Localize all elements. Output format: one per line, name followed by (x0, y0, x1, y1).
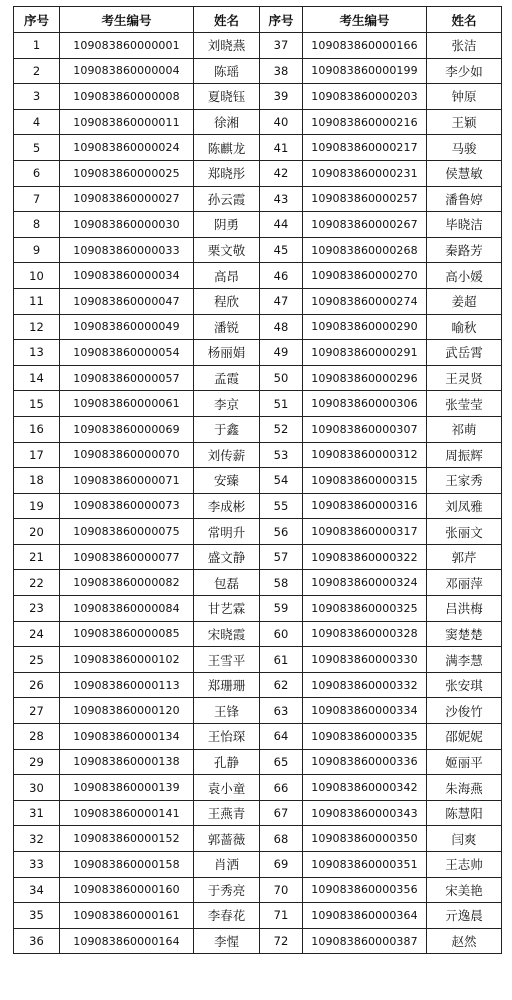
cell-exam-id-right: 109083860000290 (303, 314, 427, 340)
table-row (14, 749, 502, 775)
cell-exam-id-right: 109083860000350 (303, 826, 427, 852)
cell-name-right: 张莹莹 (427, 391, 502, 417)
cell-name-left: 刘传薪 (194, 442, 260, 468)
cell-name-left: 宋晓霞 (194, 621, 260, 647)
cell-seq-right: 60 (260, 621, 303, 647)
cell-exam-id-right: 109083860000343 (303, 800, 427, 826)
cell-name-right: 毕晓洁 (427, 212, 502, 238)
header-seq-left: 序号 (14, 7, 60, 33)
cell-seq-left: 6 (14, 160, 60, 186)
header-exam-id-left: 考生编号 (60, 7, 194, 33)
cell-exam-id-left: 109083860000084 (60, 596, 194, 622)
cell-name-left: 李春花 (194, 903, 260, 929)
table-row (14, 647, 502, 673)
header-seq-right: 序号 (260, 7, 303, 33)
table-row (14, 442, 502, 468)
table-row (14, 109, 502, 135)
cell-seq-left: 19 (14, 493, 60, 519)
cell-seq-right: 44 (260, 212, 303, 238)
header-row (14, 7, 502, 33)
cell-name-right: 亓逸晨 (427, 903, 502, 929)
cell-exam-id-right: 109083860000312 (303, 442, 427, 468)
cell-name-left: 肖洒 (194, 852, 260, 878)
cell-exam-id-left: 109083860000071 (60, 468, 194, 494)
cell-seq-left: 8 (14, 212, 60, 238)
cell-seq-right: 47 (260, 288, 303, 314)
table-row (14, 33, 502, 59)
cell-seq-right: 54 (260, 468, 303, 494)
cell-name-right: 王家秀 (427, 468, 502, 494)
cell-name-left: 王怡琛 (194, 724, 260, 750)
cell-seq-left: 5 (14, 135, 60, 161)
cell-name-left: 于秀亮 (194, 877, 260, 903)
cell-exam-id-left: 109083860000069 (60, 416, 194, 442)
cell-exam-id-left: 109083860000073 (60, 493, 194, 519)
table-row (14, 826, 502, 852)
cell-exam-id-left: 109083860000047 (60, 288, 194, 314)
cell-seq-right: 41 (260, 135, 303, 161)
cell-exam-id-left: 109083860000070 (60, 442, 194, 468)
cell-name-right: 周振辉 (427, 442, 502, 468)
cell-name-left: 夏晓钰 (194, 84, 260, 110)
cell-seq-left: 3 (14, 84, 60, 110)
cell-name-right: 闫爽 (427, 826, 502, 852)
cell-seq-left: 16 (14, 416, 60, 442)
table-row (14, 365, 502, 391)
cell-exam-id-left: 109083860000008 (60, 84, 194, 110)
header-name-left: 姓名 (194, 7, 260, 33)
cell-exam-id-right: 109083860000324 (303, 570, 427, 596)
cell-name-left: 常明升 (194, 519, 260, 545)
cell-name-left: 李成彬 (194, 493, 260, 519)
table-row (14, 800, 502, 826)
cell-exam-id-right: 109083860000166 (303, 33, 427, 59)
cell-name-right: 秦路芳 (427, 237, 502, 263)
cell-seq-right: 59 (260, 596, 303, 622)
cell-name-left: 李京 (194, 391, 260, 417)
cell-exam-id-left: 109083860000075 (60, 519, 194, 545)
cell-seq-left: 28 (14, 724, 60, 750)
cell-exam-id-left: 109083860000061 (60, 391, 194, 417)
cell-name-left: 郭蔷薇 (194, 826, 260, 852)
cell-exam-id-left: 109083860000138 (60, 749, 194, 775)
cell-exam-id-right: 109083860000332 (303, 672, 427, 698)
cell-name-left: 盛文静 (194, 544, 260, 570)
table-row (14, 314, 502, 340)
table-row (14, 621, 502, 647)
cell-name-right: 窦楚楚 (427, 621, 502, 647)
cell-name-left: 于鑫 (194, 416, 260, 442)
cell-seq-right: 71 (260, 903, 303, 929)
table-row (14, 84, 502, 110)
cell-seq-left: 34 (14, 877, 60, 903)
cell-exam-id-left: 109083860000024 (60, 135, 194, 161)
cell-exam-id-right: 109083860000315 (303, 468, 427, 494)
cell-name-right: 武岳霄 (427, 340, 502, 366)
cell-name-right: 高小媛 (427, 263, 502, 289)
cell-seq-right: 49 (260, 340, 303, 366)
cell-seq-right: 61 (260, 647, 303, 673)
cell-name-right: 赵然 (427, 928, 502, 954)
cell-name-right: 邓丽萍 (427, 570, 502, 596)
cell-exam-id-left: 109083860000120 (60, 698, 194, 724)
cell-exam-id-left: 109083860000134 (60, 724, 194, 750)
cell-exam-id-left: 109083860000141 (60, 800, 194, 826)
cell-seq-right: 43 (260, 186, 303, 212)
cell-name-right: 马骏 (427, 135, 502, 161)
candidate-list-sheet (13, 6, 501, 954)
table-row (14, 391, 502, 417)
table-row (14, 135, 502, 161)
cell-name-right: 李少如 (427, 58, 502, 84)
cell-exam-id-right: 109083860000231 (303, 160, 427, 186)
cell-seq-right: 42 (260, 160, 303, 186)
cell-name-right: 姬丽平 (427, 749, 502, 775)
table-row (14, 212, 502, 238)
cell-name-right: 王颖 (427, 109, 502, 135)
cell-exam-id-left: 109083860000164 (60, 928, 194, 954)
cell-name-right: 陈慧阳 (427, 800, 502, 826)
table-row (14, 493, 502, 519)
table-row (14, 672, 502, 698)
cell-seq-left: 10 (14, 263, 60, 289)
cell-name-left: 郑珊珊 (194, 672, 260, 698)
table-row (14, 160, 502, 186)
cell-exam-id-left: 109083860000025 (60, 160, 194, 186)
cell-seq-left: 17 (14, 442, 60, 468)
cell-exam-id-right: 109083860000203 (303, 84, 427, 110)
table-row (14, 724, 502, 750)
cell-exam-id-left: 109083860000049 (60, 314, 194, 340)
table-row (14, 570, 502, 596)
cell-name-left: 孙云霞 (194, 186, 260, 212)
table-row (14, 544, 502, 570)
cell-name-right: 吕洪梅 (427, 596, 502, 622)
cell-exam-id-right: 109083860000317 (303, 519, 427, 545)
cell-exam-id-right: 109083860000322 (303, 544, 427, 570)
cell-seq-right: 64 (260, 724, 303, 750)
cell-name-right: 满李慧 (427, 647, 502, 673)
cell-name-left: 王锋 (194, 698, 260, 724)
cell-seq-right: 57 (260, 544, 303, 570)
cell-name-left: 郑晓彤 (194, 160, 260, 186)
table-row (14, 58, 502, 84)
cell-seq-left: 25 (14, 647, 60, 673)
table-row (14, 288, 502, 314)
cell-exam-id-right: 109083860000336 (303, 749, 427, 775)
cell-name-left: 高昂 (194, 263, 260, 289)
cell-exam-id-left: 109083860000102 (60, 647, 194, 673)
cell-exam-id-left: 109083860000027 (60, 186, 194, 212)
cell-exam-id-right: 109083860000334 (303, 698, 427, 724)
cell-exam-id-right: 109083860000268 (303, 237, 427, 263)
table-row (14, 468, 502, 494)
cell-seq-left: 22 (14, 570, 60, 596)
cell-seq-right: 52 (260, 416, 303, 442)
cell-seq-left: 24 (14, 621, 60, 647)
table-row (14, 903, 502, 929)
cell-exam-id-right: 109083860000356 (303, 877, 427, 903)
cell-seq-right: 38 (260, 58, 303, 84)
cell-seq-right: 68 (260, 826, 303, 852)
table-row (14, 698, 502, 724)
cell-exam-id-left: 109083860000001 (60, 33, 194, 59)
cell-seq-left: 15 (14, 391, 60, 417)
cell-exam-id-left: 109083860000011 (60, 109, 194, 135)
cell-exam-id-right: 109083860000306 (303, 391, 427, 417)
cell-name-right: 宋美艳 (427, 877, 502, 903)
cell-seq-left: 20 (14, 519, 60, 545)
table-row (14, 340, 502, 366)
cell-seq-right: 56 (260, 519, 303, 545)
cell-seq-left: 30 (14, 775, 60, 801)
cell-name-right: 侯慧敏 (427, 160, 502, 186)
cell-name-right: 王志帅 (427, 852, 502, 878)
cell-exam-id-right: 109083860000351 (303, 852, 427, 878)
cell-name-right: 喻秋 (427, 314, 502, 340)
table-row (14, 877, 502, 903)
cell-exam-id-left: 109083860000152 (60, 826, 194, 852)
cell-seq-right: 58 (260, 570, 303, 596)
cell-exam-id-right: 109083860000270 (303, 263, 427, 289)
cell-name-left: 王雪平 (194, 647, 260, 673)
cell-name-right: 王灵贤 (427, 365, 502, 391)
cell-exam-id-right: 109083860000325 (303, 596, 427, 622)
cell-name-left: 程欣 (194, 288, 260, 314)
cell-seq-right: 39 (260, 84, 303, 110)
table-row (14, 263, 502, 289)
cell-name-right: 朱海燕 (427, 775, 502, 801)
cell-seq-right: 37 (260, 33, 303, 59)
cell-seq-right: 62 (260, 672, 303, 698)
table-row (14, 186, 502, 212)
cell-name-right: 郭芹 (427, 544, 502, 570)
cell-seq-right: 53 (260, 442, 303, 468)
cell-exam-id-right: 109083860000217 (303, 135, 427, 161)
cell-name-right: 张安琪 (427, 672, 502, 698)
cell-seq-right: 46 (260, 263, 303, 289)
cell-seq-left: 31 (14, 800, 60, 826)
cell-name-left: 包磊 (194, 570, 260, 596)
cell-seq-right: 69 (260, 852, 303, 878)
table-row (14, 519, 502, 545)
table-row (14, 775, 502, 801)
cell-exam-id-right: 109083860000342 (303, 775, 427, 801)
cell-exam-id-right: 109083860000216 (303, 109, 427, 135)
cell-exam-id-left: 109083860000004 (60, 58, 194, 84)
candidate-table (13, 6, 502, 954)
cell-seq-left: 7 (14, 186, 60, 212)
cell-seq-left: 32 (14, 826, 60, 852)
cell-seq-right: 70 (260, 877, 303, 903)
cell-name-left: 安臻 (194, 468, 260, 494)
cell-name-right: 沙俊竹 (427, 698, 502, 724)
cell-seq-left: 23 (14, 596, 60, 622)
cell-name-right: 钟原 (427, 84, 502, 110)
cell-exam-id-right: 109083860000307 (303, 416, 427, 442)
cell-seq-right: 63 (260, 698, 303, 724)
cell-exam-id-right: 109083860000335 (303, 724, 427, 750)
cell-name-left: 潘锐 (194, 314, 260, 340)
table-row (14, 416, 502, 442)
cell-seq-left: 4 (14, 109, 60, 135)
cell-name-left: 陈麒龙 (194, 135, 260, 161)
cell-seq-right: 65 (260, 749, 303, 775)
cell-exam-id-left: 109083860000085 (60, 621, 194, 647)
table-row (14, 852, 502, 878)
cell-exam-id-right: 109083860000199 (303, 58, 427, 84)
cell-exam-id-right: 109083860000364 (303, 903, 427, 929)
cell-exam-id-right: 109083860000274 (303, 288, 427, 314)
header-exam-id-right: 考生编号 (303, 7, 427, 33)
cell-exam-id-left: 109083860000160 (60, 877, 194, 903)
cell-exam-id-right: 109083860000387 (303, 928, 427, 954)
cell-seq-right: 50 (260, 365, 303, 391)
cell-seq-left: 9 (14, 237, 60, 263)
cell-seq-left: 13 (14, 340, 60, 366)
cell-exam-id-left: 109083860000139 (60, 775, 194, 801)
cell-name-right: 张洁 (427, 33, 502, 59)
cell-seq-left: 2 (14, 58, 60, 84)
cell-seq-left: 14 (14, 365, 60, 391)
cell-name-right: 祁萌 (427, 416, 502, 442)
cell-seq-left: 12 (14, 314, 60, 340)
cell-exam-id-right: 109083860000316 (303, 493, 427, 519)
cell-exam-id-left: 109083860000082 (60, 570, 194, 596)
cell-name-right: 刘凤雅 (427, 493, 502, 519)
table-body (14, 33, 502, 954)
cell-seq-right: 48 (260, 314, 303, 340)
cell-seq-left: 27 (14, 698, 60, 724)
cell-name-left: 陈瑶 (194, 58, 260, 84)
cell-seq-right: 55 (260, 493, 303, 519)
cell-exam-id-left: 109083860000034 (60, 263, 194, 289)
cell-name-left: 孔静 (194, 749, 260, 775)
cell-exam-id-left: 109083860000158 (60, 852, 194, 878)
cell-exam-id-right: 109083860000296 (303, 365, 427, 391)
cell-name-left: 孟霞 (194, 365, 260, 391)
cell-seq-left: 36 (14, 928, 60, 954)
cell-name-right: 潘鲁婷 (427, 186, 502, 212)
cell-exam-id-right: 109083860000267 (303, 212, 427, 238)
cell-exam-id-left: 109083860000113 (60, 672, 194, 698)
cell-seq-left: 35 (14, 903, 60, 929)
cell-exam-id-right: 109083860000291 (303, 340, 427, 366)
cell-exam-id-left: 109083860000030 (60, 212, 194, 238)
cell-name-left: 徐湘 (194, 109, 260, 135)
cell-seq-right: 72 (260, 928, 303, 954)
cell-seq-left: 29 (14, 749, 60, 775)
cell-exam-id-right: 109083860000257 (303, 186, 427, 212)
table-row (14, 596, 502, 622)
cell-exam-id-left: 109083860000161 (60, 903, 194, 929)
table-row (14, 237, 502, 263)
cell-seq-left: 33 (14, 852, 60, 878)
cell-name-left: 阴勇 (194, 212, 260, 238)
cell-seq-right: 45 (260, 237, 303, 263)
cell-name-left: 甘艺霖 (194, 596, 260, 622)
cell-name-left: 杨丽娟 (194, 340, 260, 366)
cell-name-right: 姜超 (427, 288, 502, 314)
cell-name-right: 张丽文 (427, 519, 502, 545)
table-row (14, 928, 502, 954)
cell-exam-id-right: 109083860000328 (303, 621, 427, 647)
cell-seq-left: 11 (14, 288, 60, 314)
cell-exam-id-right: 109083860000330 (303, 647, 427, 673)
cell-name-left: 刘晓燕 (194, 33, 260, 59)
cell-name-left: 栗文敬 (194, 237, 260, 263)
cell-name-left: 李惺 (194, 928, 260, 954)
cell-name-right: 邵妮妮 (427, 724, 502, 750)
cell-seq-left: 18 (14, 468, 60, 494)
cell-name-left: 王燕青 (194, 800, 260, 826)
cell-seq-right: 51 (260, 391, 303, 417)
cell-exam-id-left: 109083860000033 (60, 237, 194, 263)
cell-exam-id-left: 109083860000077 (60, 544, 194, 570)
cell-exam-id-left: 109083860000057 (60, 365, 194, 391)
table-header (14, 7, 502, 33)
cell-seq-right: 66 (260, 775, 303, 801)
cell-seq-left: 21 (14, 544, 60, 570)
cell-seq-left: 26 (14, 672, 60, 698)
cell-name-left: 袁小童 (194, 775, 260, 801)
header-name-right: 姓名 (427, 7, 502, 33)
cell-seq-left: 1 (14, 33, 60, 59)
cell-exam-id-left: 109083860000054 (60, 340, 194, 366)
cell-seq-right: 67 (260, 800, 303, 826)
cell-seq-right: 40 (260, 109, 303, 135)
